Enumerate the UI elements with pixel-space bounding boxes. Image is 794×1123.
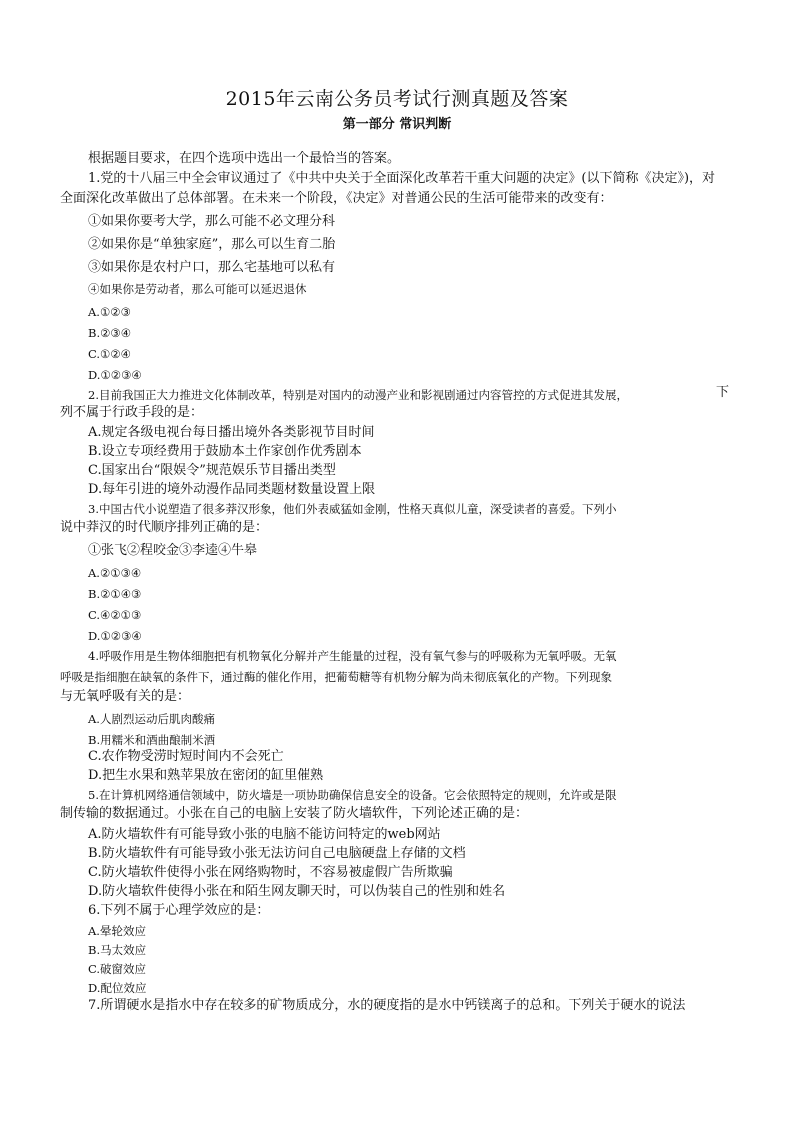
- q3-stem-line2: 说中莽汉的时代顺序排列正确的是：: [60, 520, 269, 535]
- q5-option: A.防火墙软件有可能导致小张的电脑不能访问特定的web网站: [88, 827, 441, 842]
- q2-option: B.设立专项经费用于鼓励本土作家创作优秀剧本: [88, 444, 362, 459]
- q2-stem-line2: 列不属于行政手段的是：: [60, 405, 204, 420]
- q3-option: B.②①④③: [88, 587, 142, 601]
- q2-option: C.国家出台“限娱令”规范娱乐节目播出类型: [88, 463, 336, 478]
- q4-option: A.人剧烈运动后肌肉酸痛: [88, 712, 215, 726]
- page-title: 2015年云南公务员考试行测真题及答案: [225, 88, 569, 110]
- q4-stem-line1: 4.呼吸作用是生物体细胞把有机物氧化分解并产生能量的过程，没有氧气参与的呼吸称为无氧呼吸。无氧: [88, 649, 617, 663]
- q4-stem-line3: 与无氧呼吸有关的是：: [60, 689, 191, 704]
- q6-option: C.破窗效应: [88, 962, 147, 976]
- q3-stem-line1: 3.中国古代小说塑造了很多莽汉形象，他们外表威猛如金刚，性格天真似儿童，深受读者的喜爱。下列小: [88, 502, 617, 516]
- q1-item: ①如果你要考大学，那么可能不必文理分科: [88, 214, 336, 229]
- q1-item: ④如果你是劳动者，那么可能可以延迟退休: [88, 282, 307, 296]
- q4-stem-line2: 呼吸是指细胞在缺氧的条件下，通过酶的催化作用，把葡萄糖等有机物分解为尚未彻底氧化的产物。下列现象: [60, 670, 612, 684]
- q5-option: B.防火墙软件有可能导致小张无法访问自己电脑硬盘上存储的文档: [88, 846, 466, 861]
- q5-option: D.防火墙软件使得小张在和陌生网友聊天时，可以伪装自己的性别和姓名: [88, 884, 506, 899]
- instruction-text: 根据题目要求，在四个选项中选出一个最恰当的答案。: [88, 151, 401, 166]
- q1-option: A.①②③: [88, 305, 131, 319]
- q7-stem-line1: 7.所谓硬水是指水中存在较多的矿物质成分，水的硬度指的是水中钙镁离子的总和。下列关于硬水的说法: [88, 998, 686, 1013]
- q6-option: A.晕轮效应: [88, 924, 146, 938]
- q1-item: ②如果你是“单独家庭”，那么可以生育二胎: [88, 237, 336, 252]
- q2-stem-line1-tail: 下: [716, 385, 730, 400]
- q2-option: A.规定各级电视台每日播出境外各类影视节目时间: [88, 425, 375, 440]
- q3-items: ①张飞②程咬金③李逵④牛皋: [88, 543, 258, 558]
- q3-option: A.②①③④: [88, 566, 142, 580]
- q1-stem-line1: 1.党的十八届三中全会审议通过了《中共中央关于全面深化改革若干重大问题的决定》(以下简称《决定》)，对: [88, 171, 716, 186]
- section-heading: 第一部分 常识判断: [342, 117, 452, 132]
- q1-option: C.①②④: [88, 347, 131, 361]
- q4-option: B.用糯米和酒曲酿制米酒: [88, 733, 216, 747]
- q4-option: C.农作物受涝时短时间内不会死亡: [88, 749, 284, 764]
- q1-item: ③如果你是农村户口，那么宅基地可以私有: [88, 260, 336, 275]
- q6-option: B.马太效应: [88, 943, 147, 957]
- q6-stem-line1: 6.下列不属于心理学效应的是：: [88, 903, 270, 918]
- q1-option: D.①②③④: [88, 368, 142, 382]
- q5-stem-line1: 5.在计算机网络通信领域中，防火墙是一项协助确保信息安全的设备。它会依照特定的规则，允许或是限: [88, 788, 617, 802]
- q5-stem-line2: 制传输的数据通过。小张在自己的电脑上安装了防火墙软件，下列论述正确的是：: [60, 806, 529, 821]
- q4-option: D.把生水果和熟苹果放在密闭的缸里催熟: [88, 768, 324, 783]
- q6-option: D.配位效应: [88, 981, 147, 995]
- q2-option: D.每年引进的境外动漫作品同类题材数量设置上限: [88, 482, 376, 497]
- q3-option: C.④②①③: [88, 608, 142, 622]
- q1-stem-line2: 全面深化改革做出了总体部署。在未来一个阶段，《决定》对普通公民的生活可能带来的改变有：: [60, 191, 613, 206]
- q1-option: B.②③④: [88, 326, 132, 340]
- q5-option: C.防火墙软件使得小张在网络购物时，不容易被虚假广告所欺骗: [88, 865, 453, 880]
- q3-option: D.①②③④: [88, 629, 142, 643]
- q2-stem-line1: 2.目前我国正大力推进文化体制改革，特别是对国内的动漫产业和影视剧通过内容管控的方式促进其发展，: [88, 388, 628, 402]
